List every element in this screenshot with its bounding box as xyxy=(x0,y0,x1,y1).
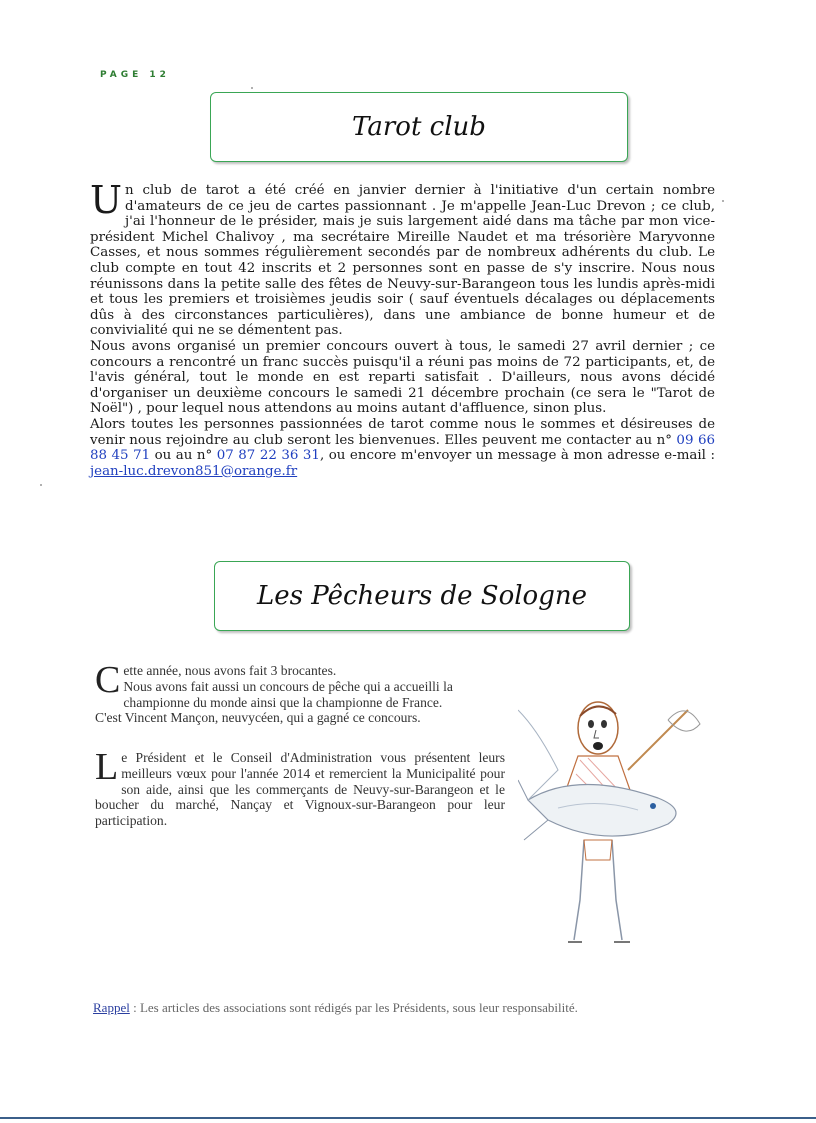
rappel-text: : Les articles des associations sont rédigés par les Présidents, sous leur responsabilité. xyxy=(133,1000,578,1015)
email-link[interactable]: jean-luc.drevon851@orange.fr xyxy=(90,463,298,479)
peche-line-3: C'est Vincent Mançon, neuvycéen, qui a gagné ce concours. xyxy=(95,710,421,726)
peche-wishes: e Président et le Conseil d'Administration vous présentent leurs meilleurs vœux pour l'année 2014 et remercient la Municipalité pour son aide, ainsi que les commerçants de Neuvy-sur-Barangeon et le boucher du marché, Nançay et Vignoux-sur-Barangeon pour leur participation. xyxy=(95,750,505,829)
tarot-article xyxy=(90,178,715,479)
peche-paragraph-2 xyxy=(95,746,505,829)
peche-title-box xyxy=(214,561,630,631)
peche-line-1: ette année, nous avons fait 3 brocantes. xyxy=(123,663,337,678)
scan-speck xyxy=(722,200,724,202)
scan-speck xyxy=(251,87,253,89)
phone-number-1[interactable]: 09 66 88 45 71 xyxy=(90,432,715,464)
peche-line-2: Nous avons fait aussi un concours de pêche qui a accueilli la championne du monde ainsi que la championne de France. xyxy=(123,678,453,710)
tarot-title-box xyxy=(210,92,628,162)
drop-cap: C xyxy=(95,659,121,701)
drop-cap: U xyxy=(90,178,123,222)
tarot-paragraph-2: Nous avons organisé un premier concours ouvert à tous, le samedi 27 avril dernier ; ce concours a rencontré un franc succès puisqu'il a réuni pas moins de 72 participants, et, de l'avis général, tout le monde en est reparti satisfait . D'ailleurs, nous avons décidé d'organiser un deuxième concours le samedi 21 décembre prochain (ce sera le "Tarot de Noël") , pour lequel nous attendons au moins autant d'affluence, sinon plus. xyxy=(90,338,715,417)
tarot-paragraph-1: n club de tarot a été créé en janvier dernier à l'initiative d'un certain nombre d'amateurs de ce jeu de cartes passionnant . Je m'appelle Jean-Luc Drevon ; ce club, j'ai l'honneur de le présider, mais je suis largement aidé dans ma tâche par mon vice-président Michel Chalivoy , ma secrétaire Mireille Naudet et ma trésorière Maryvonne Casses, et nous sommes régulièrement secondés par de nombreux adhérents du club. Le club compte en tout 42 inscrits et 2 personnes sont en passe de s'y inscrire. Nous nous réunissons dans la petite salle des fêtes de Neuvy-sur-Barangeon tous les lundis après-midi et tous les premiers et troisièmes jeudis soir ( sauf éventuels décalages ou déplacements dûs à des circonstances particulières), dans une ambiance de bonne humeur et de convivialité qui ne se démentent pas. xyxy=(90,183,715,339)
scan-speck xyxy=(40,484,42,486)
drop-cap: L xyxy=(95,746,119,788)
peche-title: Les Pêcheurs de Sologne xyxy=(257,581,587,611)
tarot-paragraph-3b: ou au n° xyxy=(154,448,213,464)
page-number: PAGE 12 xyxy=(100,70,170,80)
rappel-label: Rappel xyxy=(93,1000,130,1015)
tarot-paragraph-3: Alors toutes les personnes passionnées de tarot comme nous le sommes et désireuses de venir nous rejoindre au club seront les bienvenues. Elles peuvent me contacter au n° xyxy=(90,416,715,448)
scan-edge-line xyxy=(0,1117,816,1119)
rappel-note xyxy=(93,1000,578,1016)
tarot-paragraph-3c: , ou encore m'envoyer un message à mon adresse e-mail : xyxy=(319,448,715,464)
tarot-title: Tarot club xyxy=(352,112,486,142)
phone-number-2[interactable]: 07 87 22 36 31 xyxy=(216,448,320,464)
peche-paragraph-1 xyxy=(95,659,505,726)
fisherman-drawing-icon xyxy=(518,690,708,958)
